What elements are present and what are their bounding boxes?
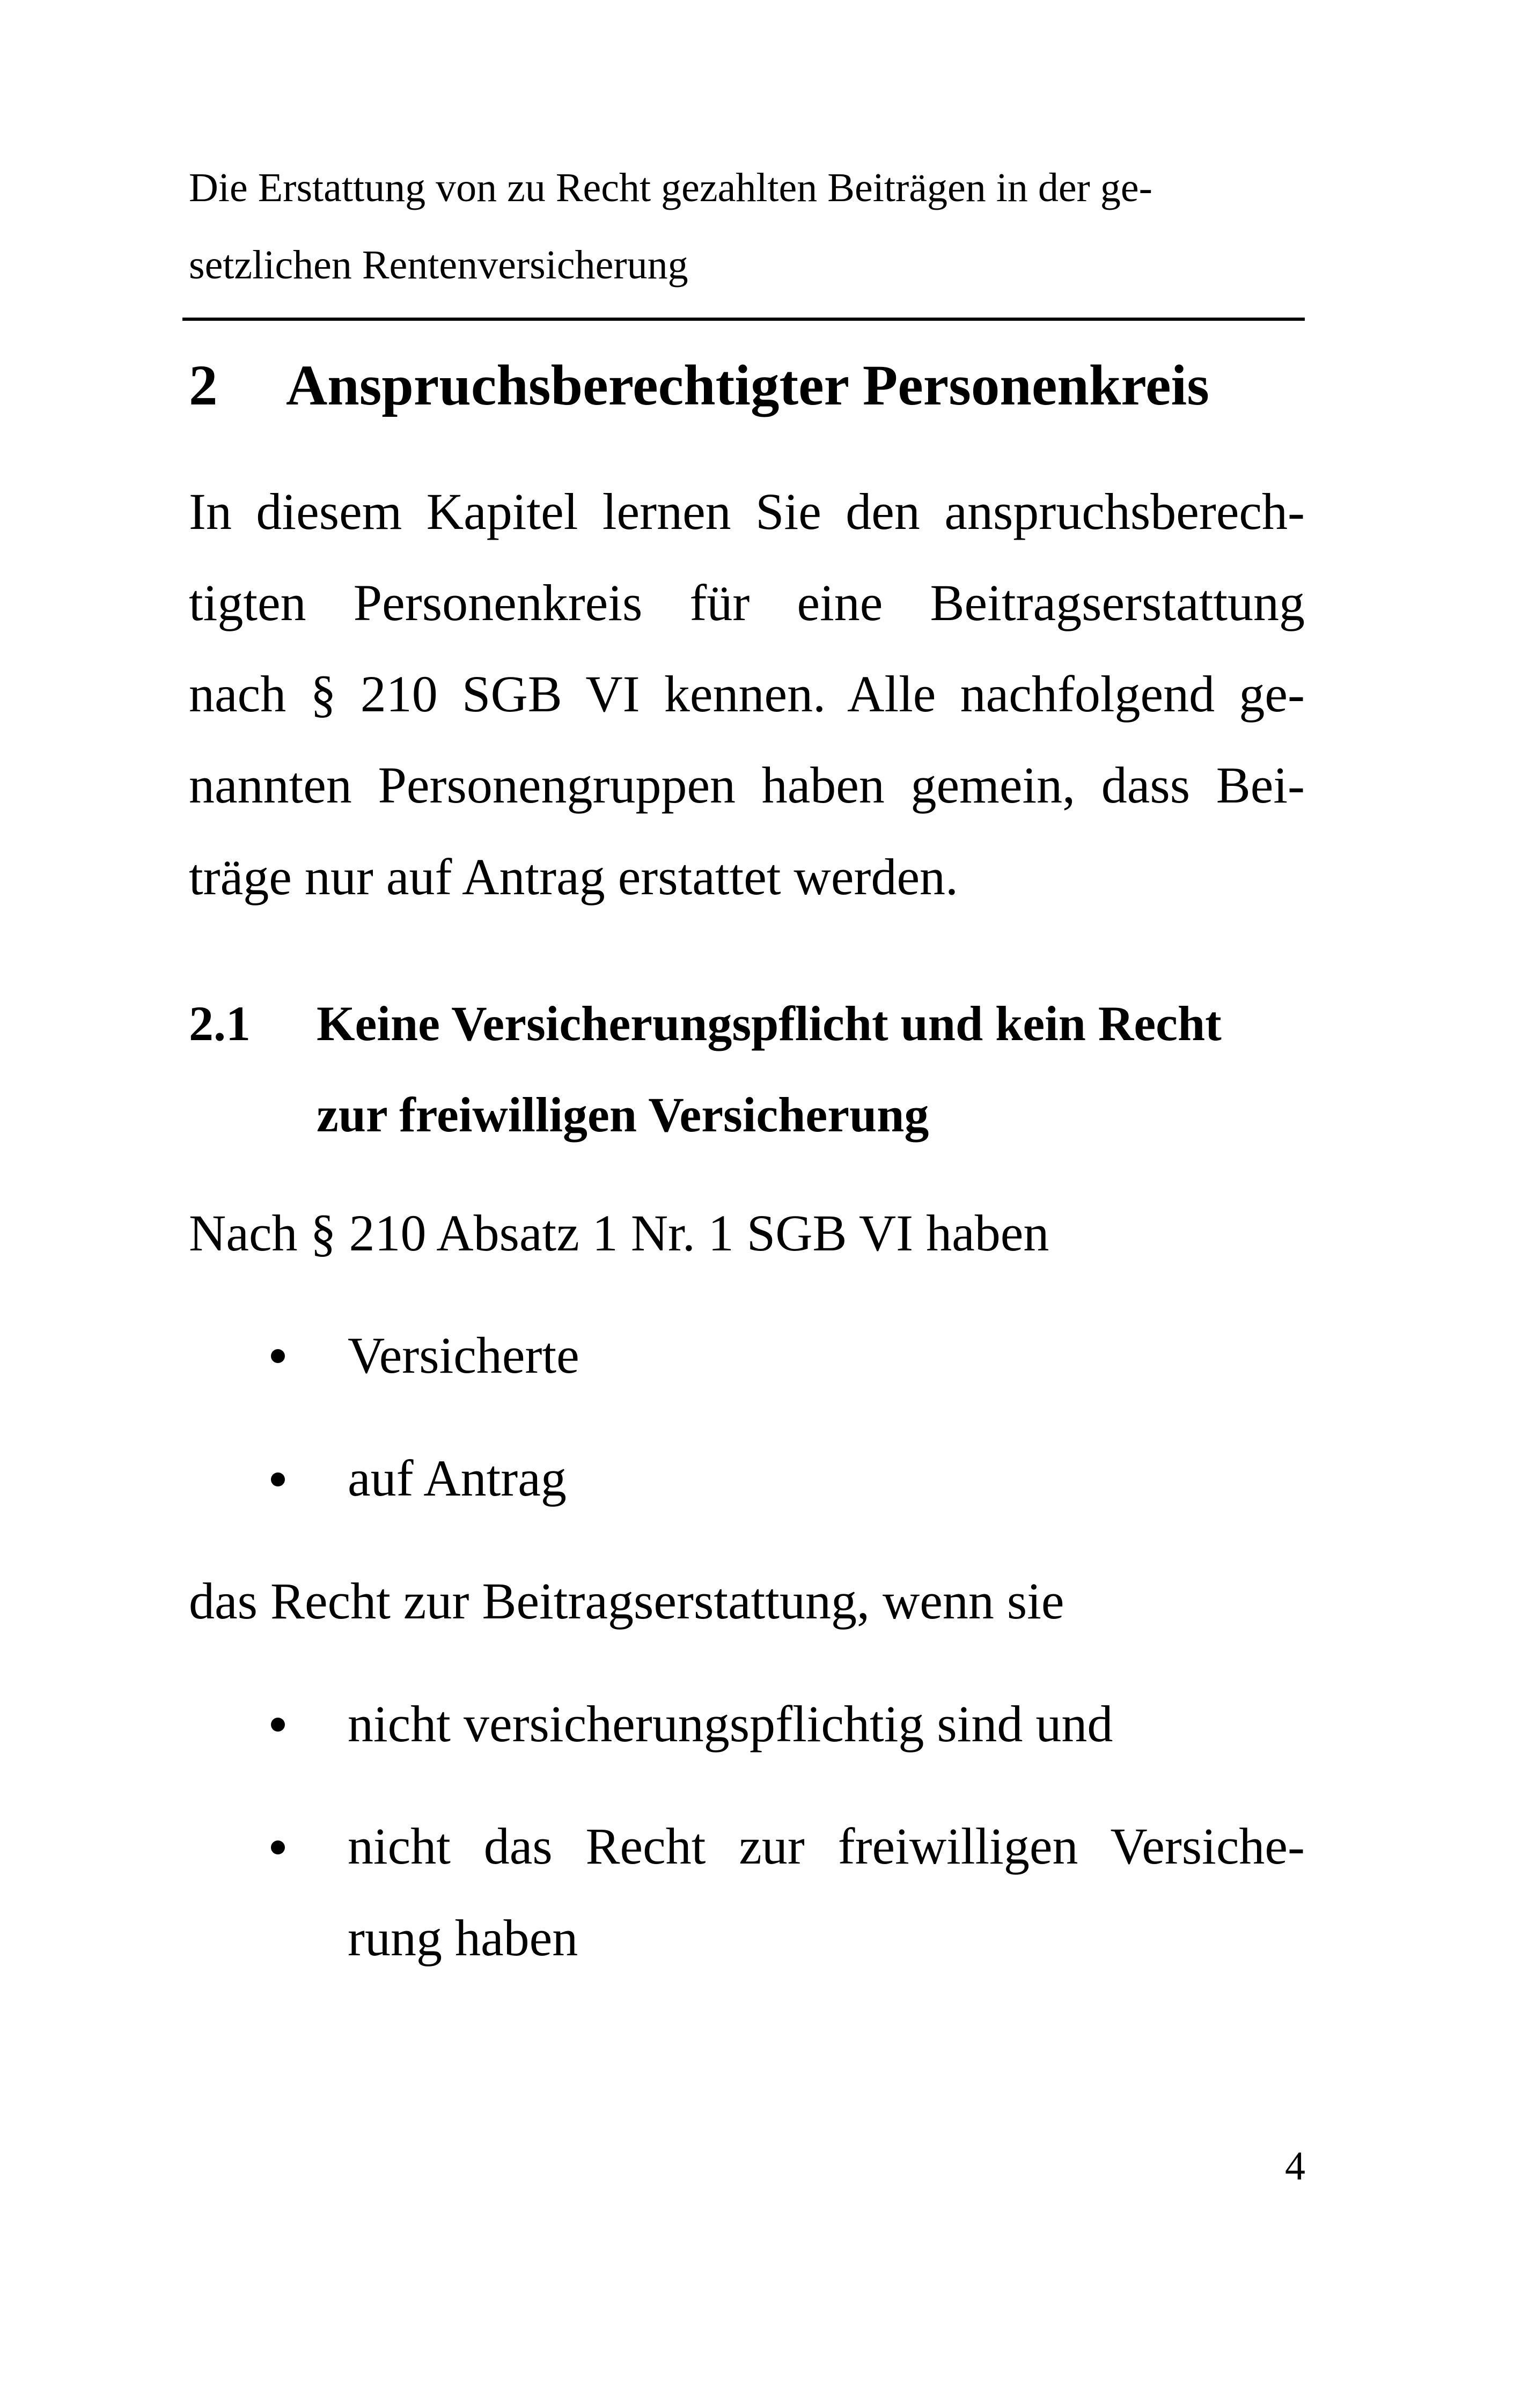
- list-item: Versicherte: [348, 1327, 579, 1384]
- page-number: 4: [1285, 2144, 1305, 2189]
- section-number: 2.1: [189, 996, 251, 1051]
- paragraph-2: das Recht zur Beitragserstattung, wenn sie: [189, 1572, 1064, 1630]
- intro-line-4: nannten Personengruppen haben gemein, dass Bei-: [189, 756, 1305, 814]
- paragraph-1: Nach § 210 Absatz 1 Nr. 1 SGB VI haben: [189, 1204, 1049, 1262]
- list-item-line-2: rung haben: [348, 1909, 578, 1967]
- intro-line-1: In diesem Kapitel lernen Sie den anspruchsberech-: [189, 483, 1305, 540]
- section-title-line-1: Keine Versicherungspflicht und kein Recht: [317, 996, 1222, 1051]
- running-header-line-1: Die Erstattung von zu Recht gezahlten Beiträgen in der ge-: [189, 165, 1152, 210]
- section-title-line-2: zur freiwilligen Versicherung: [317, 1087, 929, 1142]
- intro-line-2: tigten Personenkreis für eine Beitragserstattung: [189, 574, 1305, 631]
- intro-line-5: träge nur auf Antrag erstattet werden.: [189, 848, 959, 905]
- running-header-line-2: setzlichen Rentenversicherung: [189, 242, 688, 288]
- bullet-icon: [271, 1840, 285, 1854]
- bullet-icon: [271, 1349, 285, 1363]
- list-item: auf Antrag: [348, 1449, 567, 1507]
- chapter-title: Anspruchsberechtigter Personenkreis: [286, 354, 1209, 417]
- chapter-number: 2: [189, 354, 218, 417]
- list-item-line-1: nicht das Recht zur freiwilligen Versiche-: [348, 1817, 1305, 1875]
- header-divider: [182, 318, 1305, 321]
- intro-line-3: nach § 210 SGB VI kennen. Alle nachfolgend ge-: [189, 665, 1305, 723]
- list-item: nicht versicherungspflichtig sind und: [348, 1695, 1113, 1752]
- bullet-icon: [271, 1472, 285, 1486]
- bullet-icon: [271, 1718, 285, 1732]
